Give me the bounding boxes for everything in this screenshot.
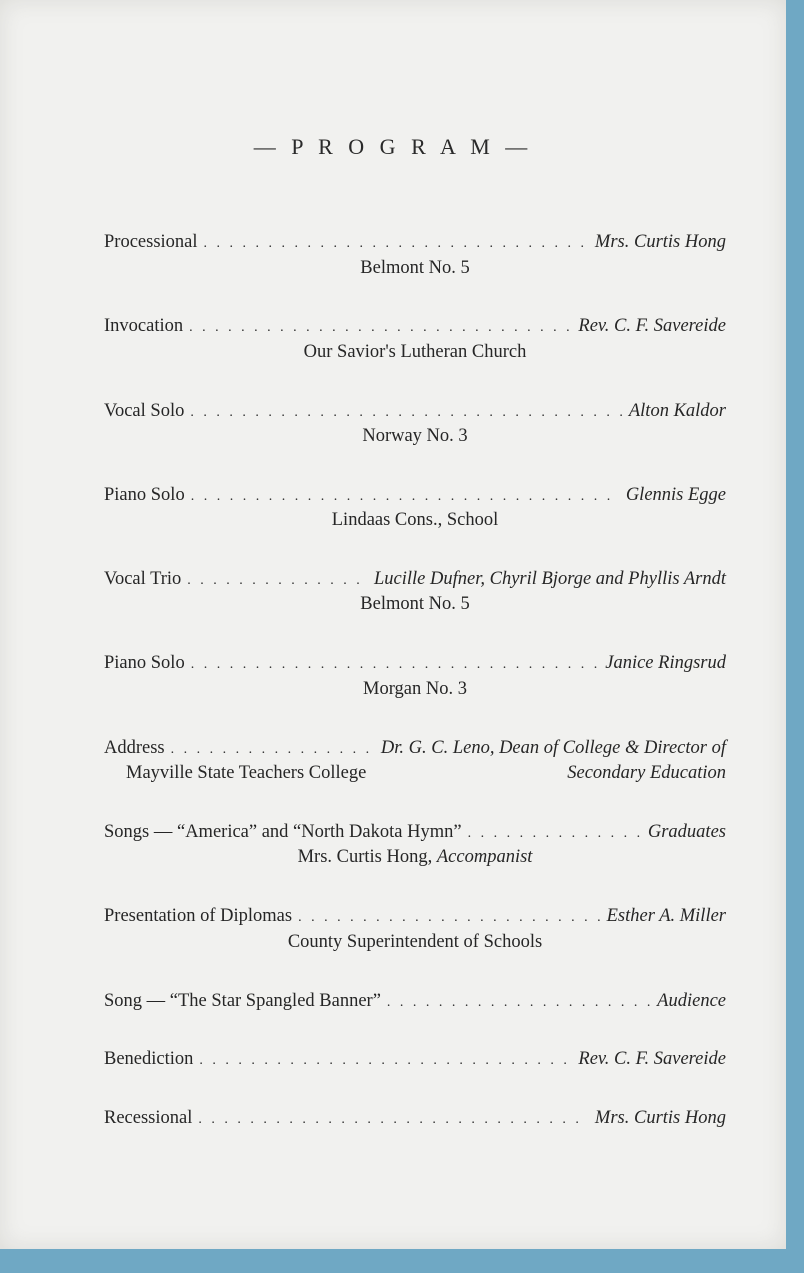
dot-leader	[171, 742, 375, 758]
item-performer: Esther A. Miller	[606, 906, 726, 926]
dot-leader	[191, 489, 620, 505]
item-performer: Graduates	[647, 822, 726, 842]
program-line-address	[104, 738, 726, 762]
item-performer: Mrs. Curtis Hong	[594, 232, 726, 252]
dot-leader	[190, 405, 623, 421]
item-detail: County Superintendent of Schools	[287, 932, 543, 952]
item-performer: Lucille Dufner, Chyril Bjorge and Phyllis Arndt	[374, 569, 726, 589]
item-detail: Morgan No. 3	[363, 679, 467, 699]
item-label: Processional	[104, 232, 198, 252]
item-detail: Lindaas Cons., School	[331, 510, 499, 530]
item-label: Vocal Solo	[104, 401, 185, 421]
item-detail	[104, 847, 726, 868]
item-performer: Dr. G. C. Leno, Dean of College & Director of	[380, 738, 726, 758]
item-detail-left: Mayville State Teachers College	[126, 763, 367, 783]
dot-leader	[199, 1053, 572, 1069]
program-line-benediction	[104, 1049, 726, 1073]
item-detail: Our Savior's Lutheran Church	[303, 342, 527, 362]
dot-leader	[204, 236, 589, 252]
item-label: Recessional	[104, 1108, 193, 1128]
program-line-diplomas	[104, 906, 726, 930]
item-label: Piano Solo	[104, 653, 185, 673]
item-label: Invocation	[104, 316, 184, 336]
dot-leader	[189, 320, 572, 336]
item-performer: Alton Kaldor	[628, 401, 726, 421]
program-line-vocal-solo	[104, 401, 726, 425]
item-performer: Mrs. Curtis Hong	[594, 1108, 726, 1128]
program-line-piano-solo-2	[104, 653, 726, 677]
item-performer: Glennis Egge	[625, 485, 726, 505]
program-heading: — P R O G R A M —	[253, 134, 533, 159]
item-detail-right: Secondary Education	[567, 763, 726, 783]
program-line-songs	[104, 822, 726, 846]
item-label: Piano Solo	[104, 485, 185, 505]
dot-leader	[191, 657, 600, 673]
item-detail-plain: Mrs. Curtis Hong,	[297, 847, 437, 867]
program-line-anthem	[104, 991, 726, 1015]
dot-leader	[387, 995, 651, 1011]
dot-leader	[187, 573, 368, 589]
item-detail: Belmont No. 5	[360, 258, 470, 278]
item-performer: Audience	[657, 991, 726, 1011]
item-detail: Norway No. 3	[362, 426, 468, 446]
program-line-recessional	[104, 1108, 726, 1132]
item-label: Benediction	[104, 1049, 194, 1069]
item-performer: Janice Ringsrud	[605, 653, 726, 673]
item-performer: Rev. C. F. Savereide	[578, 316, 726, 336]
item-label: Songs — “America” and “North Dakota Hymn”	[104, 822, 462, 842]
item-detail-italic: Accompanist	[436, 847, 533, 867]
dot-leader	[468, 826, 642, 842]
item-label: Vocal Trio	[104, 569, 182, 589]
dot-leader	[198, 1112, 589, 1128]
program-line-vocal-trio	[104, 569, 726, 593]
program-line-processional	[104, 232, 726, 256]
item-label: Address	[104, 738, 165, 758]
program-line-invocation	[104, 316, 726, 340]
dot-leader	[298, 910, 601, 926]
item-label: Presentation of Diplomas	[104, 906, 293, 926]
item-label: Song — “The Star Spangled Banner”	[104, 991, 381, 1011]
program-line-piano-solo	[104, 485, 726, 509]
item-detail: Belmont No. 5	[360, 594, 470, 614]
address-detail	[104, 763, 726, 784]
item-performer: Rev. C. F. Savereide	[578, 1049, 726, 1069]
